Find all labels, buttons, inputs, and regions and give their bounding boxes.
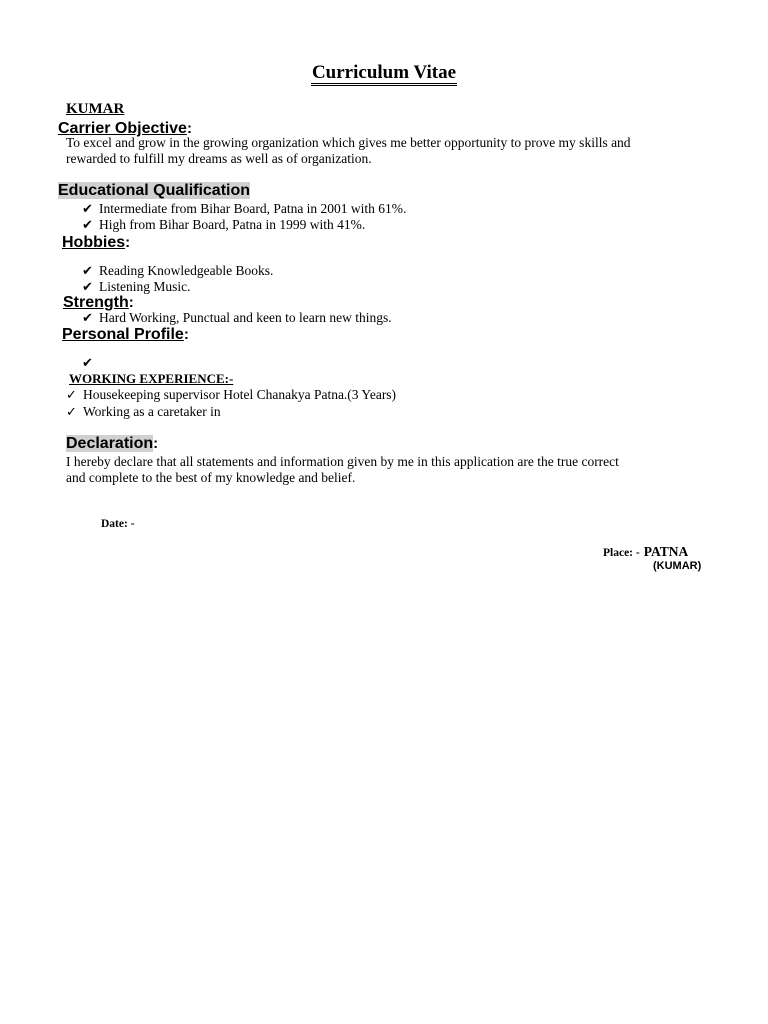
experience-item-text: Housekeeping supervisor Hotel Chanakya Patna.(3 Years) <box>83 387 397 402</box>
personal-profile-item <box>82 355 99 372</box>
check-icon: ✔ <box>82 202 93 217</box>
objective-heading-colon: : <box>186 120 192 137</box>
place-value: PATNA <box>643 544 689 559</box>
candidate-name: KUMAR <box>66 101 125 117</box>
objective-line-2: rewarded to fulfill my dreams as well as of organization. <box>66 151 372 166</box>
experience-item <box>66 387 396 404</box>
experience-heading: WORKING EXPERIENCE:- <box>69 371 234 386</box>
declaration-heading <box>66 435 158 453</box>
hobbies-heading-text: Hobbies <box>62 234 126 251</box>
experience-item-text: Working as a caretaker in <box>83 404 221 419</box>
hobby-item-text: Listening Music. <box>99 279 191 294</box>
education-heading <box>58 182 250 200</box>
check-icon: ✔ <box>82 218 93 233</box>
objective-heading-text: Carrier Objective <box>58 120 187 137</box>
signature-name: (KUMAR) <box>653 560 702 572</box>
place-label: Place: - <box>603 547 640 559</box>
strength-item <box>82 310 392 327</box>
check-icon: ✔ <box>82 356 93 371</box>
personal-profile-heading-colon: : <box>183 326 189 343</box>
strength-heading-colon: : <box>128 294 134 311</box>
document-title <box>0 62 768 86</box>
personal-profile-heading <box>62 326 189 344</box>
hobbies-heading-colon: : <box>125 234 131 251</box>
check-icon: ✔ <box>82 280 93 295</box>
experience-item <box>66 404 221 421</box>
declaration-heading-colon: : <box>153 435 159 452</box>
declaration-heading-text: Declaration <box>66 435 154 452</box>
strength-heading-text: Strength <box>63 294 129 311</box>
education-item-text: High from Bihar Board, Patna in 1999 with 41%. <box>99 217 366 232</box>
check-icon: ✔ <box>82 311 93 326</box>
education-item-text: Intermediate from Bihar Board, Patna in 2001 with 61%. <box>99 201 407 216</box>
check-icon: ✓ <box>66 405 77 420</box>
education-item <box>82 201 406 218</box>
check-icon: ✓ <box>66 388 77 403</box>
personal-profile-heading-text: Personal Profile <box>62 326 184 343</box>
education-heading-text: Educational Qualification <box>58 182 251 199</box>
declaration-line-2: and complete to the best of my knowledge and belief. <box>66 470 356 485</box>
document-title-text: Curriculum Vitae <box>311 63 457 86</box>
education-item <box>82 217 365 234</box>
check-icon: ✔ <box>82 264 93 279</box>
hobbies-heading <box>62 234 130 252</box>
hobby-item <box>82 263 273 280</box>
hobby-item-text: Reading Knowledgeable Books. <box>99 263 274 278</box>
declaration-line-1: I hereby declare that all statements and information given by me in this application are the true correct <box>66 454 619 469</box>
strength-item-text: Hard Working, Punctual and keen to learn new things. <box>99 310 392 325</box>
date-label: Date: - <box>101 518 135 530</box>
objective-line-1: To excel and grow in the growing organization which gives me better opportunity to prove my skills and <box>66 135 631 150</box>
place-line <box>603 543 688 561</box>
